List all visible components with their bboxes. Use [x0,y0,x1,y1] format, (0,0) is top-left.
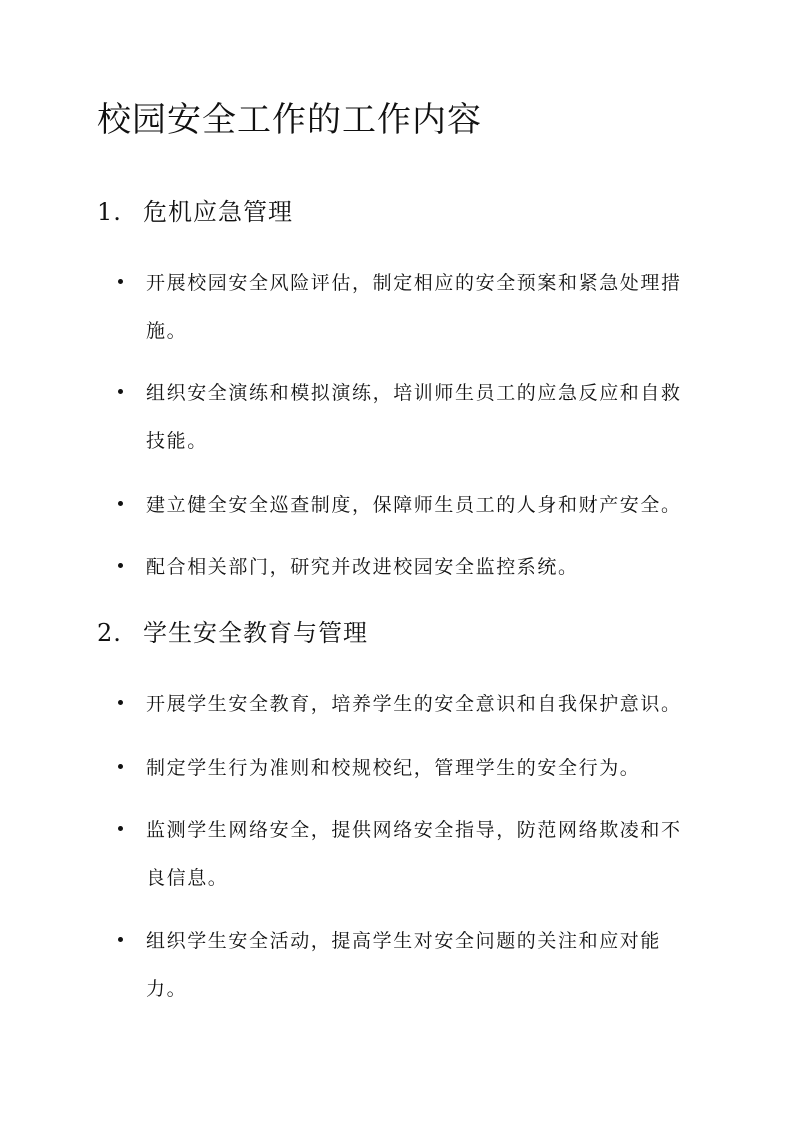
list-item [118,259,690,355]
bullet-dot [118,764,123,769]
list-item [118,680,690,728]
section-title: 危机应急管理 [143,198,293,226]
list-item-text: 开展学生安全教育，培养学生的安全意识和自我保护意识。 [146,693,682,715]
list-item-text: 配合相关部门，研究并改进校园安全监控系统。 [146,556,579,578]
bullet-dot [118,279,123,284]
list-item [118,369,690,465]
list-item-text: 建立健全安全巡查制度，保障师生员工的人身和财产安全。 [146,494,682,516]
section-number: 1. [97,198,122,226]
list-item [118,744,690,792]
list-item [118,543,690,591]
bullet-dot [118,389,123,394]
list-item-text: 制定学生行为准则和校规校纪，管理学生的安全行为。 [146,757,641,779]
bullet-dot [118,563,123,568]
list-item [118,481,690,529]
list-item [118,917,690,1013]
bullet-dot [118,501,123,506]
section-number: 2. [97,619,122,647]
bullet-dot [118,826,123,831]
list-item-text: 监测学生网络安全，提供网络安全指导，防范网络欺凌和不良信息。 [146,819,682,889]
document-title: 校园安全工作的工作内容 [97,100,482,140]
section-heading-1 [97,196,293,228]
section-title: 学生安全教育与管理 [143,619,368,647]
list-item-text: 开展校园安全风险评估，制定相应的安全预案和紧急处理措施。 [146,272,682,342]
bullet-dot [118,937,123,942]
list-item-text: 组织学生安全活动，提高学生对安全问题的关注和应对能力。 [146,930,662,1000]
list-item [118,806,690,902]
section-heading-2 [97,617,368,649]
bullet-dot [118,700,123,705]
list-item-text: 组织安全演练和模拟演练，培训师生员工的应急反应和自救技能。 [146,382,682,452]
